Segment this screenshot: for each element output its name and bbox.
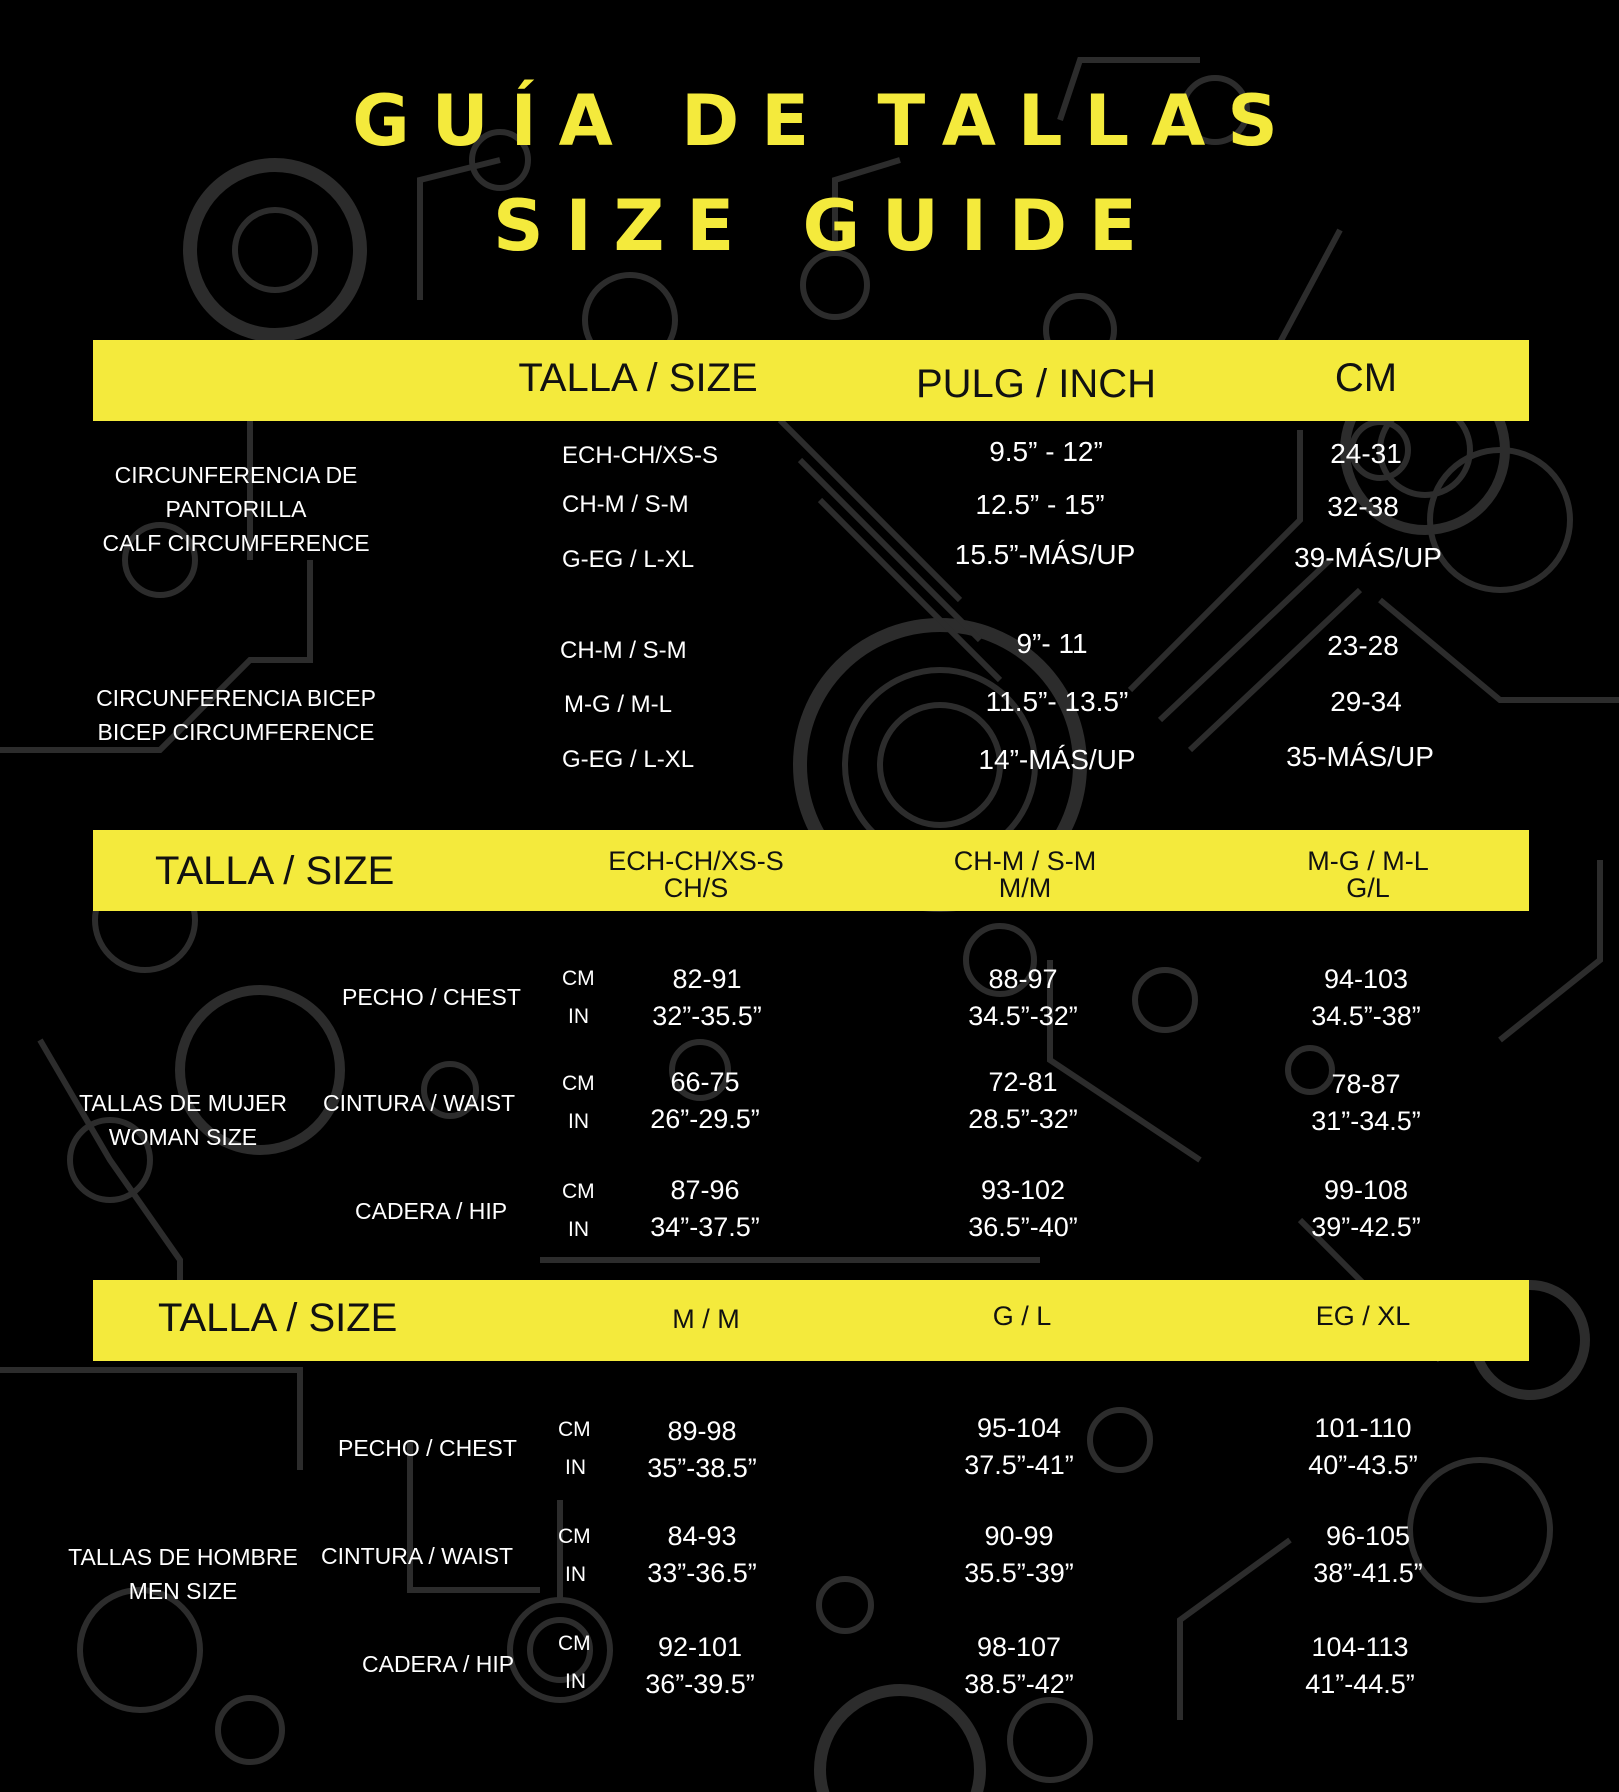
men-row-label-hip: CADERA / HIP [362,1651,515,1677]
men-waist-unit-in: IN [565,1563,586,1586]
men-row-label-waist: CINTURA / WAIST [321,1543,514,1569]
men-band-col-3: EG / XL [1315,1301,1411,1331]
bicep-label: CIRCUNFERENCIA BICEP BICEP CIRCUMFERENCE [96,685,376,745]
calf-label: CIRCUNFERENCIA DE PANTORILLA CALF CIRCUMFERENCE [102,462,370,556]
col-header-inch: PULG / INCH [915,362,1157,406]
men-chest-unit-cm: CM [558,1418,591,1441]
calf-cm-3: 39-MÁS/UP [1294,542,1442,573]
men-chest-col-1: 89-98 35”-38.5” [647,1416,757,1483]
women-hip-col-1: 87-96 34”-37.5” [650,1175,760,1242]
men-hip-unit-in: IN [565,1670,586,1693]
men-band-col-1: M / M [672,1304,740,1334]
women-waist-col-2: 72-81 28.5”-32” [968,1067,1078,1134]
men-waist-col-3: 96-105 38”-41.5” [1313,1521,1423,1588]
women-band-col-1: ECH-CH/XS-S CH/S [608,846,784,903]
women-row-label-waist: CINTURA / WAIST [323,1090,516,1116]
men-row-label-chest: PECHO / CHEST [338,1435,517,1461]
men-hip-col-1: 92-101 36”-39.5” [645,1632,755,1699]
calf-cm-2: 32-38 [1327,491,1399,522]
title-english: SIZE GUIDE [493,185,1159,267]
women-chest-col-3: 94-103 34.5”-38” [1311,964,1421,1031]
women-waist-unit-cm: CM [562,1072,595,1095]
men-waist-col-2: 90-99 35.5”-39” [964,1521,1074,1588]
women-band-col-3: M-G / M-L G/L [1307,846,1429,903]
col-header-cm: CM [1334,356,1398,400]
calf-cm-1: 24-31 [1330,438,1402,469]
men-chest-col-2: 95-104 37.5”-41” [964,1413,1074,1480]
women-chest-unit-in: IN [568,1005,589,1028]
women-waist-col-1: 66-75 26”-29.5” [650,1067,760,1134]
bicep-cm-1: 23-28 [1327,630,1399,661]
men-hip-col-2: 98-107 38.5”-42” [964,1632,1074,1699]
bicep-size-3: G-EG / L-XL [562,746,695,773]
men-chest-unit-in: IN [565,1456,586,1479]
men-hip-unit-cm: CM [558,1632,591,1655]
women-row-label-chest: PECHO / CHEST [342,984,521,1010]
men-hip-col-3: 104-113 41”-44.5” [1305,1632,1415,1699]
men-waist-unit-cm: CM [558,1525,591,1548]
women-row-label-hip: CADERA / HIP [355,1198,508,1224]
col-header-size: TALLA / SIZE [518,356,758,400]
calf-size-2: CH-M / S-M [562,491,689,518]
men-band-size: TALLA / SIZE [158,1296,398,1340]
bicep-inch-2: 11.5”- 13.5” [985,686,1129,717]
bicep-size-2: M-G / M-L [564,691,672,718]
header-band-accessories [93,340,1529,421]
bicep-cm-3: 35-MÁS/UP [1286,741,1434,772]
calf-inch-3: 15.5”-MÁS/UP [954,539,1136,570]
women-section-label: TALLAS DE MUJER WOMAN SIZE [79,1090,287,1150]
men-waist-col-1: 84-93 33”-36.5” [647,1521,757,1588]
men-section-label: TALLAS DE HOMBRE MEN SIZE [68,1544,298,1604]
women-band-size: TALLA / SIZE [155,849,395,893]
bicep-cm-2: 29-34 [1330,686,1402,717]
calf-size-3: G-EG / L-XL [562,546,695,573]
women-waist-col-3: 78-87 31”-34.5” [1311,1069,1421,1136]
women-chest-col-2: 88-97 34.5”-32” [968,964,1078,1031]
women-hip-col-3: 99-108 39”-42.5” [1311,1175,1421,1242]
bicep-size-1: CH-M / S-M [560,637,687,664]
women-band-col-2: CH-M / S-M M/M [953,846,1097,903]
women-hip-unit-in: IN [568,1218,589,1241]
bicep-inch-1: 9”- 11 [1016,628,1088,659]
men-chest-col-3: 101-110 40”-43.5” [1308,1413,1418,1480]
women-chest-col-1: 82-91 32”-35.5” [652,964,762,1031]
bicep-inch-3: 14”-MÁS/UP [978,744,1136,775]
calf-inch-2: 12.5” - 15” [975,489,1105,520]
calf-inch-1: 9.5” - 12” [989,436,1103,467]
women-chest-unit-cm: CM [562,967,595,990]
men-band-col-2: G / L [992,1301,1052,1331]
title-spanish: GUÍA DE TALLAS [352,80,1300,162]
women-hip-unit-cm: CM [562,1180,595,1203]
women-waist-unit-in: IN [568,1110,589,1133]
women-hip-col-2: 93-102 36.5”-40” [968,1175,1078,1242]
calf-size-1: ECH-CH/XS-S [562,442,719,469]
